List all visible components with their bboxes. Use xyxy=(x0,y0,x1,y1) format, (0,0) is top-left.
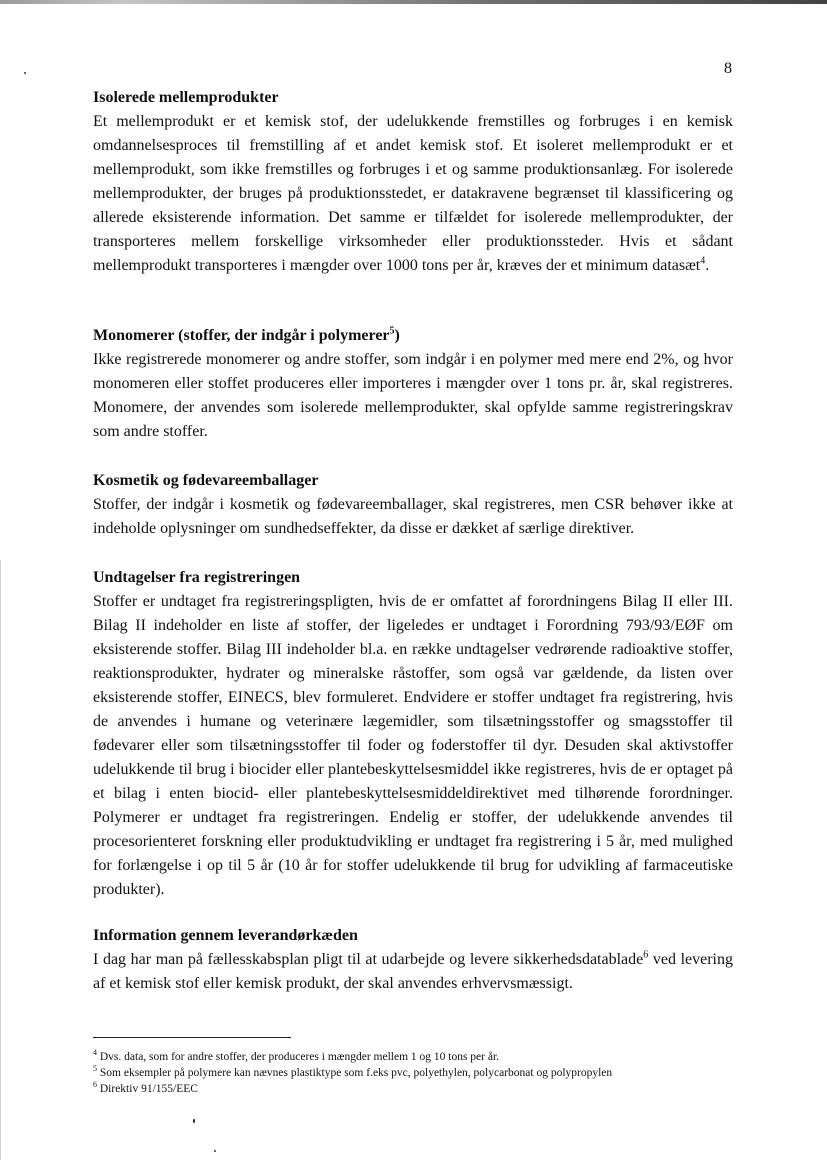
section-monomers xyxy=(93,324,733,444)
section-body: I dag har man på fællesskabsplan pligt til at udarbejde og levere sikkerhedsdatablade$^6$ ved levering af et kemisk stof eller kemisk produkt, der skal anvendes erhvervsmæssigt. xyxy=(93,949,733,992)
footnotes xyxy=(93,1049,733,1097)
section-heading: Kosmetik og fødevareemballager xyxy=(93,472,319,489)
section-body: Stoffer er undtaget fra registreringspligten, hvis de er omfattet af forordningens Bilag II eller III. Bilag II indeholder en liste af stoffer, der ligeledes er undtaget i Forordning 793/93/EØF om eksisterende stoffer. Bilag III indeholder bl.a. en række undtagelser vedrørende radioaktive stoffer, reaktionsprodukter, hydrater og mineralske råstoffer, som også var gældende, da listen over eksisterende stoffer, EINECS, blev formuleret. Endvidere er stoffer undtaget fra registrering, hvis de anvendes i humane og veterinære lægemidler, som tilsætningsstoffer og smagsstoffer til fødevarer eller som tilsætningsstoffer til foder og foderstoffer til dyr. Desuden skal aktivstoffer udelukkende til brug i biocider eller plantebeskyttelsesmiddel ikke registreres, hvis de er optaget på et bilag i enten biocid- eller plantebeskyttelsesmiddeldirektivet med tilhørende forordninger. Polymerer er undtaget fra registreringen. Endelig er stoffer, der udelukkende anvendes til procesorienteret forskning eller produktudvikling er undtaget fra registrering i 5 år, med mulighed for forlængelse i op til 5 år (10 år for stoffer udelukkende til brug for udvikling af farmaceutiske produkter). xyxy=(93,593,733,898)
section-exemptions xyxy=(93,566,733,902)
section-heading: Undtagelser fra registreringen xyxy=(93,569,301,586)
scan-speck xyxy=(193,1119,195,1123)
section-isolated-intermediates xyxy=(93,86,733,278)
page-number: 8 xyxy=(724,60,732,77)
scan-left-edge xyxy=(0,560,1,1160)
scan-speck xyxy=(24,72,26,74)
footnote: $^5$ Som eksempler på polymere kan nævnes plastiktype som f.eks pvc, polyethylen, polycarbonat og polypropylen xyxy=(93,1064,613,1079)
section-body: Et mellemprodukt er et kemisk stof, der udelukkende fremstilles og forbruges i en kemisk omdannelsesproces til fremstilling af et andet kemisk stof. Et isoleret mellemprodukt er et mellemprodukt, som ikke fremstilles og forbruges i et og samme produktionsanlæg. For isolerede mellemprodukter, der bruges på produktionsstedet, er datakravene begrænset til klassificering og allerede eksisterende information. Det samme er tilfældet for isolerede mellemprodukter, der transporteres mellem forskellige virksomheder eller produktionssteder. Hvis et sådant mellemprodukt transporteres i mængder over 1000 tons per år, kræves der et minimum datasæt$^4$. xyxy=(93,113,733,274)
footnote-ref: 6 xyxy=(643,949,649,961)
scan-top-edge xyxy=(0,0,827,4)
section-body: Stoffer, der indgår i kosmetik og fødevareemballager, skal registreres, men CSR behøver ikke at indeholde oplysninger om sundhedseffekter, da disse er dækket af særlige direktiver. xyxy=(93,496,733,537)
footnote: $^6$ Direktiv 91/155/EEC xyxy=(93,1080,198,1095)
section-heading: Isolerede mellemprodukter xyxy=(93,89,279,106)
footnote-ref: 5 xyxy=(389,325,395,337)
scan-speck xyxy=(214,1150,216,1152)
footnote: $^4$ Dvs. data, som for andre stoffer, der produceres i mængder mellem 1 og 10 tons per år. xyxy=(93,1048,500,1063)
footnote-ref: 4 xyxy=(700,255,706,267)
section-heading: Information gennem leverandørkæden xyxy=(93,927,358,944)
footnote-divider xyxy=(93,1037,291,1038)
section-supply-chain-information xyxy=(93,924,733,996)
section-heading: Monomerer (stoffer, der indgår i polymerer$^5$) xyxy=(93,325,400,344)
section-body: Ikke registrerede monomerer og andre stoffer, som indgår i en polymer med mere end 2%, og hvor monomeren eller stoffet produceres eller importeres i mængder over 1 tons pr. år, skal registreres. Monomere, der anvendes som isolerede mellemprodukter, skal opfylde samme registreringskrav som andre stoffer. xyxy=(93,351,733,440)
section-cosmetics xyxy=(93,469,733,541)
